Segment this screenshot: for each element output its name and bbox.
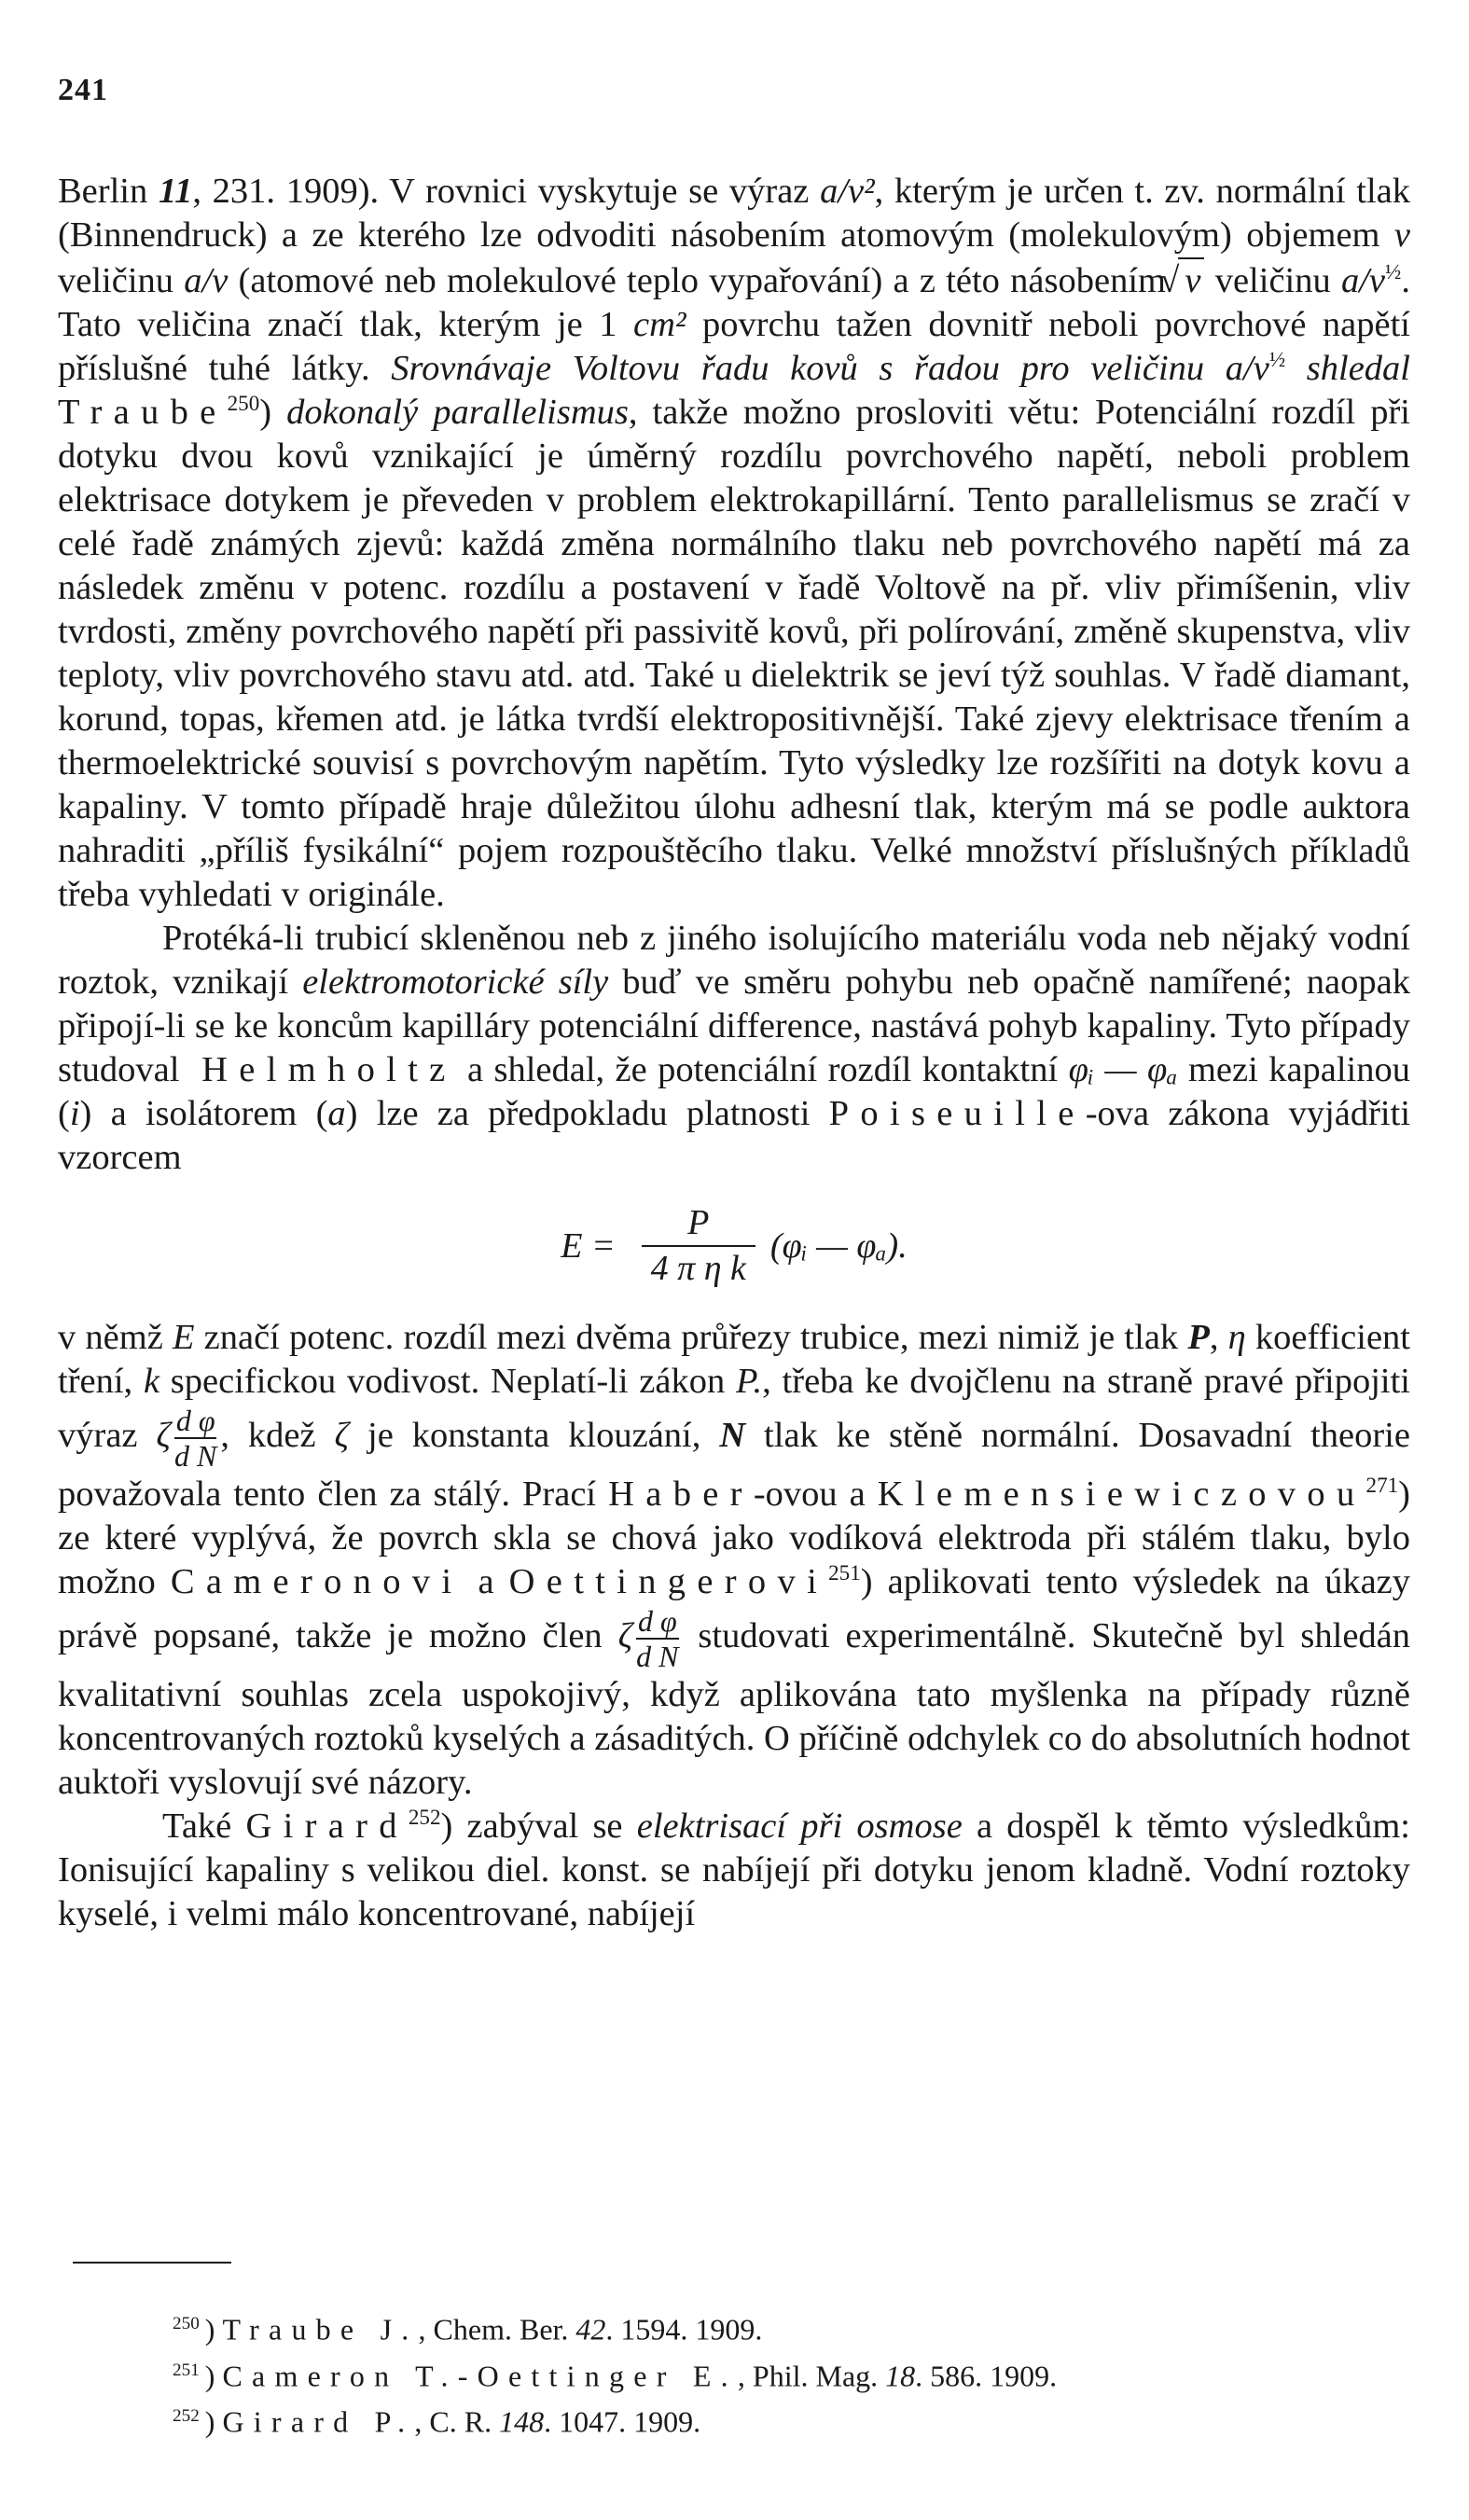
footnote-mark: 252 (173, 2406, 200, 2427)
formula-denominator: 4 π η k (642, 1245, 755, 1291)
footnote-251: $^{251}$ ) Cameron T.-Oettinger E., Phil. Mag. 18. 586. 1909. (173, 2359, 1058, 2393)
footnote-author: Cameron T.-Oettinger E. (222, 2359, 738, 2393)
text-run: ζ (617, 1615, 633, 1655)
footnote-ref: 271 (1365, 1473, 1399, 1498)
footnote-text: , Phil. Mag. (737, 2359, 886, 2393)
text-run: ) lze za předpokladu platnosti (345, 1094, 829, 1133)
author-name: Cameronovi (170, 1562, 464, 1601)
text-run: ζ (334, 1415, 350, 1455)
fraction-numerator: d φ (637, 1604, 677, 1638)
text-run: a/v² (820, 172, 875, 211)
footnote-ref: 250 (227, 391, 260, 416)
footnote-250: $^{250}$ ) Traube J., Chem. Ber. 42. 1594. 1909. (173, 2312, 763, 2347)
formula-numerator: P (687, 1203, 710, 1242)
footnote-252: $^{252}$ ) Girard P., C. R. 148. 1047. 1909. (173, 2404, 701, 2439)
formula-fraction (642, 1201, 755, 1291)
footnote-text: , Chem. Ber. (418, 2312, 576, 2347)
text-run: N (719, 1415, 746, 1455)
footnote-author: Girard P. (222, 2404, 415, 2439)
footnote-mark: 250 (173, 2314, 200, 2333)
text-run: specifickou vodivost. Neplatí-li zákon (159, 1362, 736, 1401)
text-run: i (69, 1094, 80, 1133)
footnotes (173, 2304, 1292, 2443)
author-name: Haber (608, 1475, 754, 1514)
formula (58, 1195, 1410, 1297)
text-run: mezi kapalinou ( (58, 1050, 1411, 1133)
text-run: povrchu tažen dovnitř neboli povrchové napětí příslušné tuhé látky. (58, 305, 1411, 388)
paragraph-2 (58, 917, 1410, 1180)
text-run: ) a isolátorem ( (79, 1094, 328, 1133)
text-run: , třeba ke dvojčlenu na straně pravé připojiti výraz (58, 1362, 1410, 1455)
fraction-denominator: d N (174, 1439, 217, 1473)
footnote-separator (73, 2262, 231, 2264)
text-run: a (463, 1562, 509, 1601)
superscript: ½ (1268, 347, 1286, 372)
text-run: dokonalý parallelismus (286, 393, 629, 432)
text-run: . Tato veličina značí tlak, kterým je 1 (58, 261, 1410, 344)
text-run: buď ve směru pohybu neb opačně namířené; naopak připojí-li se ke koncům kapilláry potenciální difference, nastává pohyb kapaliny. Tyto případy studoval (58, 962, 1410, 1089)
text-run: v němž (58, 1318, 173, 1357)
author-name: Helmholtz (179, 1050, 457, 1089)
text-run: E (172, 1318, 195, 1357)
superscript: ½ (1385, 259, 1402, 284)
text-run: Protéká-li trubicí skleněnou neb z jiného isolujícího materiálu voda neb nějaký vodní roztok, vznikají (58, 919, 1410, 1002)
text-run: a (327, 1094, 346, 1133)
text-run: P. (735, 1362, 763, 1401)
text-run: η (1227, 1318, 1246, 1357)
text-run: , 231. 1909). V rovnici vyskytuje se výraz (192, 172, 821, 211)
author-name: Poiseuille (828, 1094, 1086, 1133)
text-run: , kterým je určen t. zv. normální tlak (Binnendruck) a ze kterého lze odvoditi násobením atomovým (molekulovým) objemem (58, 172, 1410, 255)
author-name: Oettingerovi (508, 1562, 829, 1601)
text-run: -ova zákona vyjádřiti vzorcem (58, 1094, 1411, 1177)
text-run: ζ (156, 1415, 172, 1455)
text-run: ) zabýval se (440, 1807, 637, 1846)
fraction-numerator: d φ (175, 1404, 215, 1437)
text-run: shledal (1285, 349, 1410, 388)
text-run: , takže možno prosloviti větu: Potenciální rozdíl při dotyku dvou kovů vznikající je úměrný rozdílu povrchového napětí, neboli problem elektrisace dotykem je převeden v problem elektrokapillární. Tento parallelismus se zračí v celé řadě známých zjevů: každá změna normálního tlaku neb povrchového napětí má za následek změnu v potenc. rozdílu a postavení v řadě Voltově na př. vliv přimíšenin, vliv tvrdosti, změny povrchového napětí při passivitě kovů, při polírování, změně skupenstva, vliv teploty, vliv povrchového stavu atd. atd. Také u dielektrik se jeví týž souhlas. V řadě diamant, korund, topas, křemen atd. je látka tvrdší elektropositivnější. Také zjevy elektrisace třením a thermoelektrické souvisí s povrchovým napětím. Tyto výsledky lze rozšířiti na dotyk kovu a kapaliny. V tomto případě hraje důležitou úlohu adhesní tlak, kterým má se podle auktora nahraditi „příliš fysikální“ pojem rozpouštěcího tlaku. Velké množství příslušných příkladů třeba vyhledati v originále. (58, 393, 1410, 914)
author-name: Girard (245, 1807, 409, 1846)
text-run: Srovnávaje Voltovu řadu kovů s řadou pro veličinu a/v (391, 349, 1269, 388)
text-run: cm² (633, 305, 686, 344)
paragraph-4 (58, 1805, 1410, 1936)
fraction-denominator: d N (636, 1640, 679, 1673)
text-run: a shledal, že potenciální rozdíl kontaktní (456, 1050, 1069, 1089)
inline-fraction (174, 1404, 216, 1473)
text-run: k (143, 1362, 160, 1401)
page-number-text: 241 (58, 73, 108, 107)
text-run: , (1209, 1318, 1228, 1357)
paragraph-3 (58, 1316, 1410, 1805)
footnote-mark: 251 (173, 2360, 200, 2380)
text-run: ) (259, 393, 287, 432)
text-run: a/v (184, 261, 229, 300)
body-text (58, 170, 1410, 1936)
text-run: P (1187, 1318, 1210, 1357)
text-run: elektromotorické síly (302, 962, 609, 1002)
text-run: , kdež (220, 1415, 335, 1455)
footnote-volume: 18 (885, 2359, 916, 2393)
text-run: ) ze které vyplývá, že povrch skla se chová jako vodíková elektroda při stálém tlaku, bylo možno (58, 1475, 1410, 1601)
text-run: a dospěl k těmto výsledkům: Ionisující kapaliny s velikou diel. konst. se nabíjejí při dotyku jenom kladně. Vodní roztoky kyselé, i velmi málo koncentrované, nabíjejí (58, 1807, 1410, 1933)
footnote-volume: 42 (575, 2312, 606, 2347)
text-run: veličinu (58, 261, 185, 300)
author-name: Klemensiewiczovou (877, 1475, 1366, 1514)
footnote-text: . 1594. 1909. (605, 2312, 763, 2347)
text-run: (atomové neb molekulové teplo vypařování) a z této násobením (228, 261, 1177, 300)
formula-lhs: E = (561, 1225, 616, 1266)
text-run: Také (162, 1807, 246, 1846)
footnote-text: , C. R. (414, 2404, 500, 2439)
text-run: značí potenc. rozdíl mezi dvěma průřezy trubice, mezi nimiž je tlak (194, 1318, 1188, 1357)
text-run: -ovou a (753, 1475, 878, 1514)
paragraph-1 (58, 170, 1410, 917)
footnote-ref: 252 (408, 1805, 441, 1830)
text-run: φᵢ — φₐ (1068, 1050, 1178, 1089)
footnote-author: Traube J. (222, 2312, 419, 2347)
page-number (58, 73, 108, 108)
text-run: a/v (1340, 261, 1386, 300)
formula-rhs: (φᵢ — φₐ). (769, 1225, 908, 1266)
text-run: veličinu (1204, 261, 1341, 300)
footnote-ref: 251 (828, 1560, 861, 1585)
footnote-text: . 586. 1909. (915, 2359, 1058, 2393)
text-run: v (1393, 215, 1410, 255)
text-run: koefficient tření, (58, 1318, 1410, 1401)
footnote-text: . 1047. 1909. (544, 2404, 701, 2439)
text-run: ) aplikovati tento výsledek na úkazy právě popsané, takže je možno člen (58, 1562, 1410, 1655)
text-run: elektrisací při osmose (636, 1807, 963, 1846)
inline-fraction (636, 1604, 678, 1673)
text-run: 11 (158, 172, 193, 211)
text-run: studovati experimentálně. Skutečně byl shledán kvalitativní souhlas zcela uspokojivý, když aplikována tato myšlenka na případy různě koncentrovaných roztoků kyselých a zásaditých. O příčině odchylek co do absolutních hodnot auktoři vyslovují své názory. (58, 1615, 1410, 1802)
text-run: tlak ke stěně normální. Dosavadní theorie považovala tento člen za stálý. Prací (58, 1415, 1410, 1514)
footnote-volume: 148 (499, 2404, 545, 2439)
text-run: je konstanta klouzání, (349, 1415, 720, 1455)
sqrt-expression: √ v (1178, 257, 1204, 303)
author-name: Traube (58, 393, 228, 432)
text-run: Berlin (58, 172, 159, 211)
